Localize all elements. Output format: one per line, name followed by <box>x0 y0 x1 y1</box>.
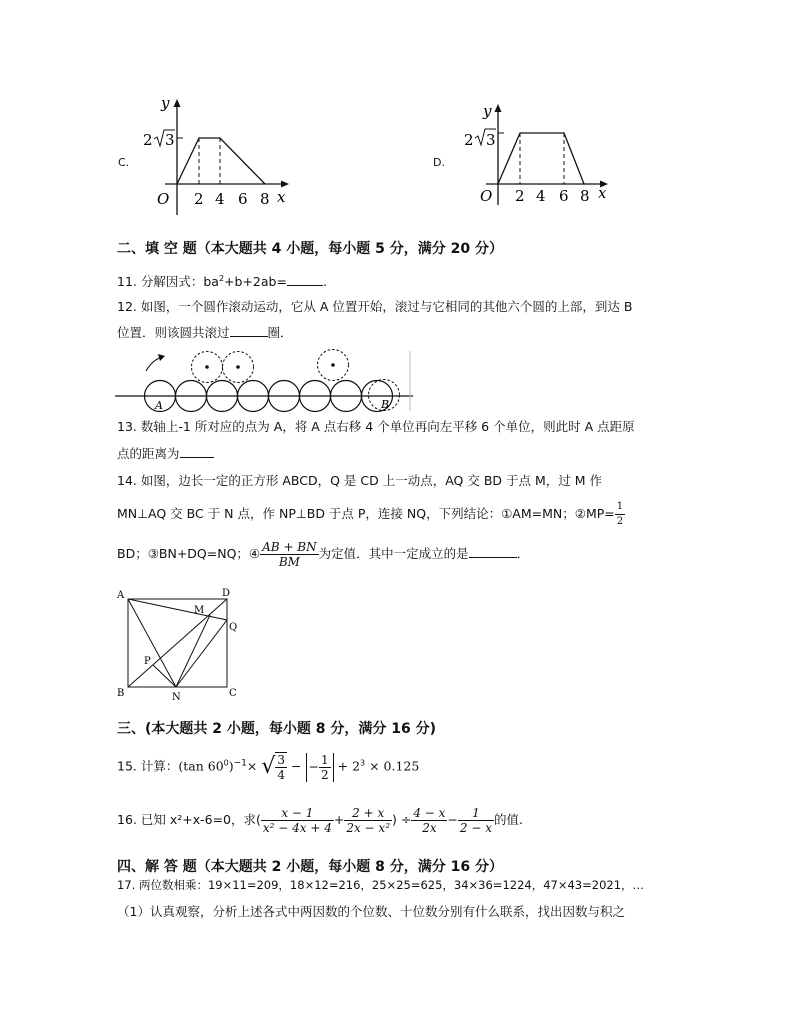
question-17-line2: （1）认真观察，分析上述各式中两因数的个位数、十位数分别有什么联系，找出因数与积之 <box>117 904 625 919</box>
radical-icon: √ <box>261 754 276 779</box>
answer-blank[interactable] <box>180 457 214 458</box>
label-a: A <box>155 399 163 412</box>
tick-label: 4 <box>536 187 546 205</box>
q11-sup: 2 <box>218 274 225 283</box>
question-13-line2 <box>117 443 214 465</box>
q15-tan: (tan 60 <box>178 758 224 774</box>
q15-tail: × 0.125 <box>365 758 420 774</box>
question-14-line3 <box>117 540 529 569</box>
q16-minus: − <box>447 812 458 827</box>
q15-times: × <box>246 758 258 774</box>
q14-text: BD；③BN+DQ=NQ；④ <box>117 546 261 561</box>
question-12-line2 <box>117 322 293 344</box>
q16-divide: ) ÷ <box>392 812 412 827</box>
x-arrow-icon <box>281 181 289 188</box>
root-fraction: $\frac{3}{4}$ <box>277 753 286 782</box>
answer-blank[interactable] <box>469 557 517 558</box>
section-3-title: 三、(本大题共 2 小题，每小题 8 分，满分 16 分) <box>117 721 437 737</box>
q11-suffix: +b+2ab= <box>224 274 287 290</box>
tick-label: 2 <box>515 187 525 205</box>
segment-an <box>128 599 176 687</box>
y-value: 2 <box>143 131 153 149</box>
x-label: x <box>277 188 286 206</box>
q15-plus: + 2 <box>337 758 361 774</box>
question-13-line1: 13. 数轴上-1 所对应的点为 A，将 A 点右移 4 个单位再向左平移 6 个单位，则此时 A 点距原 <box>117 419 635 434</box>
q14-end: ． <box>516 546 530 561</box>
segment-mn <box>176 615 210 687</box>
y-label: y <box>483 102 492 120</box>
question-12-line1: 12. 如图，一个圆作滚动运动，它从 A 位置开始，滚过与它相同的其他六个圆的上部，到达 B <box>117 299 633 314</box>
center-dot <box>205 365 209 369</box>
point-n: N <box>172 692 181 702</box>
curve <box>177 138 265 184</box>
q15-neg: − <box>308 758 319 774</box>
q15-degree: 0 <box>223 758 229 768</box>
segment-pn <box>153 665 176 687</box>
center-dot <box>331 363 335 367</box>
absolute-value <box>306 753 334 782</box>
tick-label: 8 <box>260 190 270 208</box>
tick-label: 4 <box>215 190 225 208</box>
question-14-line2 <box>117 500 625 529</box>
question-14-line1: 14. 如图，边长一定的正方形 ABCD，Q 是 CD 上一动点，AQ 交 BD 于点 M，过 M 作 <box>117 473 602 488</box>
q16-plus: + <box>333 812 345 827</box>
fraction-half: $\frac{1}{2}$ <box>616 501 624 527</box>
graph-d <box>456 100 621 210</box>
q15-minus: − <box>291 758 302 774</box>
question-17-line1: 17. 两位数相乘：19×11=209，18×12=216，25×25=625，34×36=1224，47×43=2021，… <box>117 878 645 892</box>
point-p: P <box>144 656 151 667</box>
section-4-title: 四、解 答 题（本大题共 2 小题，每小题 8 分，满分 16 分） <box>117 859 503 875</box>
section-2-title: 二、填 空 题（本大题共 4 小题，每小题 5 分，满分 20 分） <box>117 241 503 257</box>
segment-aq <box>128 599 227 620</box>
point-b: B <box>117 688 125 699</box>
point-m: M <box>194 605 205 616</box>
fraction-ab-bn-bm: $\frac{AB + BN}{BM}$ <box>262 540 317 569</box>
y-root: 3 <box>165 131 175 149</box>
q15-power: −1 <box>233 758 247 769</box>
origin-label: O <box>157 190 170 208</box>
q16-end: 的值. <box>494 812 523 827</box>
circles-figure <box>115 349 415 413</box>
answer-blank[interactable] <box>287 285 323 286</box>
x-label: x <box>598 184 607 202</box>
y-label: y <box>161 95 170 112</box>
question-15 <box>117 752 419 782</box>
square-figure <box>112 586 242 702</box>
diagonal-bd <box>128 599 227 687</box>
center-dot <box>236 365 240 369</box>
origin-label: O <box>480 187 493 205</box>
q13-text: 点的距离为 <box>117 446 180 461</box>
q16-prefix: 16. 已知 x²+x-6=0，求( <box>117 812 261 827</box>
point-q: Q <box>229 622 238 633</box>
q15-prefix: 15. 计算： <box>117 758 179 774</box>
arrow-head-icon <box>158 354 165 361</box>
y-root: 3 <box>486 131 496 149</box>
fraction-1: $\frac{x - 1}{\text{x² − 4x + 4}}$ <box>262 806 332 835</box>
tick-label: 2 <box>194 190 204 208</box>
question-16 <box>117 806 523 835</box>
fraction-3: $\frac{4 - x}{2x}$ <box>413 806 446 835</box>
q11-end: . <box>322 274 327 290</box>
question-11 <box>117 268 327 293</box>
segment-nq <box>176 620 227 687</box>
q15-paren: ) <box>228 758 234 774</box>
q11-prefix: 11. 分解因式：ba <box>117 274 219 290</box>
y-value: 2 <box>464 131 474 149</box>
q14-text: MN⊥AQ 交 BC 于 N 点，作 NP⊥BD 于点 P，连接 NQ，下列结论：①AM=MN；②MP= <box>117 506 615 521</box>
fraction-2: $\frac{2 + x}{\text{2x − x²}}$ <box>346 806 391 835</box>
y-arrow-icon <box>495 104 502 112</box>
q15-cube: 3 <box>360 758 366 768</box>
q14-text: 为定值．其中一定成立的是 <box>318 546 469 561</box>
option-d-label: D. <box>433 156 445 169</box>
tick-label: 6 <box>238 190 248 208</box>
curve <box>498 133 584 184</box>
label-b: B <box>381 398 390 411</box>
point-d: D <box>222 588 231 599</box>
answer-blank[interactable] <box>230 336 268 337</box>
tick-label: 8 <box>580 187 590 205</box>
tick-label: 6 <box>559 187 569 205</box>
fraction-4: $\frac{1}{2 - x}$ <box>459 806 493 835</box>
y-arrow-icon <box>174 99 181 107</box>
point-a: A <box>117 590 125 601</box>
point-c: C <box>229 688 237 699</box>
graph-c <box>135 95 300 220</box>
q12-text: 位置．则该圆共滚过 <box>117 325 230 340</box>
q12-text-end: 圈． <box>267 325 293 340</box>
option-c-label: C. <box>118 156 130 169</box>
half-fraction: $\frac{1}{2}$ <box>321 752 329 782</box>
